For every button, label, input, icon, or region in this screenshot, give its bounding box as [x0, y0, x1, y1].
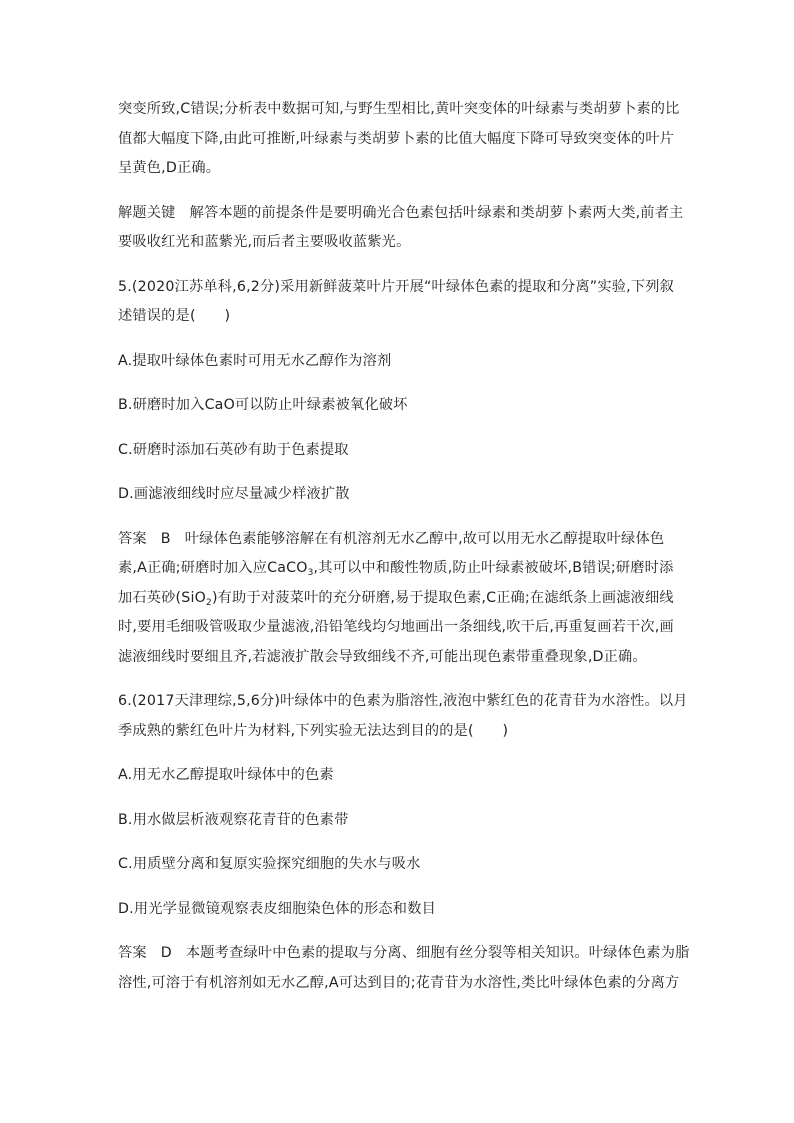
text-line: 述错误的是( )	[118, 308, 231, 324]
question-5-option-b: B.研磨时加入CaO可以防止叶绿素被氧化破坏	[118, 397, 408, 413]
text-segment: )有助于对菠菜叶的充分研磨,易于提取色素,C正确;在滤纸条上画滤液细线	[211, 589, 674, 606]
explanation-continued	[118, 95, 680, 184]
answer-label: 答案	[118, 945, 147, 961]
question-5-option-d: D.画滤液细线时应尽量减少样液扩散	[118, 486, 350, 502]
question-5	[118, 273, 680, 332]
answer-key: D	[160, 945, 172, 961]
question-6-option-b: B.用水做层析液观察花青苷的色素带	[118, 811, 349, 828]
question-6-option-a: A.用无水乙醇提取叶绿体中的色素	[118, 767, 334, 783]
text-line: 溶性,可溶于有机溶剂如无水乙醇,A可达到目的;花青苷为水溶性,类比叶绿体色素的分离方	[118, 974, 680, 991]
question-6	[118, 687, 688, 746]
text-segment: ,其可以中和酸性物质,防止叶绿素被破坏,B错误;研磨时添	[313, 560, 674, 576]
question-6-option-c: C.用质壁分离和复原实验探究细胞的失水与吸水	[118, 856, 421, 872]
question-6-option-d: D.用光学显微镜观察表皮细胞染色体的形态和数目	[118, 900, 436, 917]
text-line: 时,要用毛细吸管吸取少量滤液,沿铅笔线均匀地画出一条细线,吹干后,再重复画若干次,画	[118, 619, 674, 635]
text-line: 叶绿体色素能够溶解在有机溶剂无水乙醇中,故可以用无水乙醇提取叶绿体色	[184, 530, 665, 547]
question-5-option-c: C.研磨时添加石英砂有助于色素提取	[118, 441, 349, 458]
text-line: 突变所致,C错误;分析表中数据可知,与野生型相比,黄叶突变体的叶绿素与类胡萝卜素的比	[118, 101, 680, 117]
text-line: 5.(2020江苏单科,6,2分)采用新鲜菠菜叶片开展“叶绿体色素的提取和分离”实验,下列叙	[118, 278, 675, 295]
subscript: 3	[307, 568, 314, 578]
text-line: 本题考查绿叶中色素的提取与分离、细胞有丝分裂等相关知识。叶绿体色素为脂	[185, 945, 690, 961]
key-solution-label: 解题关键	[118, 204, 176, 221]
text-line: 要吸收红光和蓝紫光,而后者主要吸收蓝紫光。	[118, 234, 411, 250]
text-line: 解答本题的前提条件是要明确光合色素包括叶绿素和类胡萝卜素两大类,前者主	[189, 204, 684, 221]
answer-6	[118, 939, 690, 998]
text-line: 值都大幅度下降,由此可推断,叶绿素与类胡萝卜素的比值大幅度下降可导致突变体的叶片	[118, 130, 675, 147]
subscript: 2	[206, 597, 212, 608]
key-solution-note	[118, 199, 684, 258]
answer-key: B	[160, 530, 171, 547]
text-line: 季成熟的紫红色叶片为材料,下列实验无法达到目的的是( )	[118, 722, 509, 739]
text-line: 呈黄色,D正确。	[118, 160, 221, 176]
answer-label: 答案	[118, 530, 147, 547]
text-segment: 加石英砂(SiO	[118, 589, 206, 606]
question-5-option-a: A.提取叶绿体色素时可用无水乙醇作为溶剂	[118, 352, 392, 369]
text-line: 滤液细线时要细且齐,若滤液扩散会导致细线不齐,可能出现色素带重叠现象,D正确。	[118, 648, 647, 665]
text-segment: 素,A正确;研磨时加入应CaCO	[118, 560, 308, 576]
answer-5	[118, 525, 680, 673]
document-page	[118, 95, 690, 998]
text-line: 6.(2017天津理综,5,6分)叶绿体中的色素为脂溶性,液泡中紫红色的花青苷为水溶性。以月	[118, 693, 688, 709]
